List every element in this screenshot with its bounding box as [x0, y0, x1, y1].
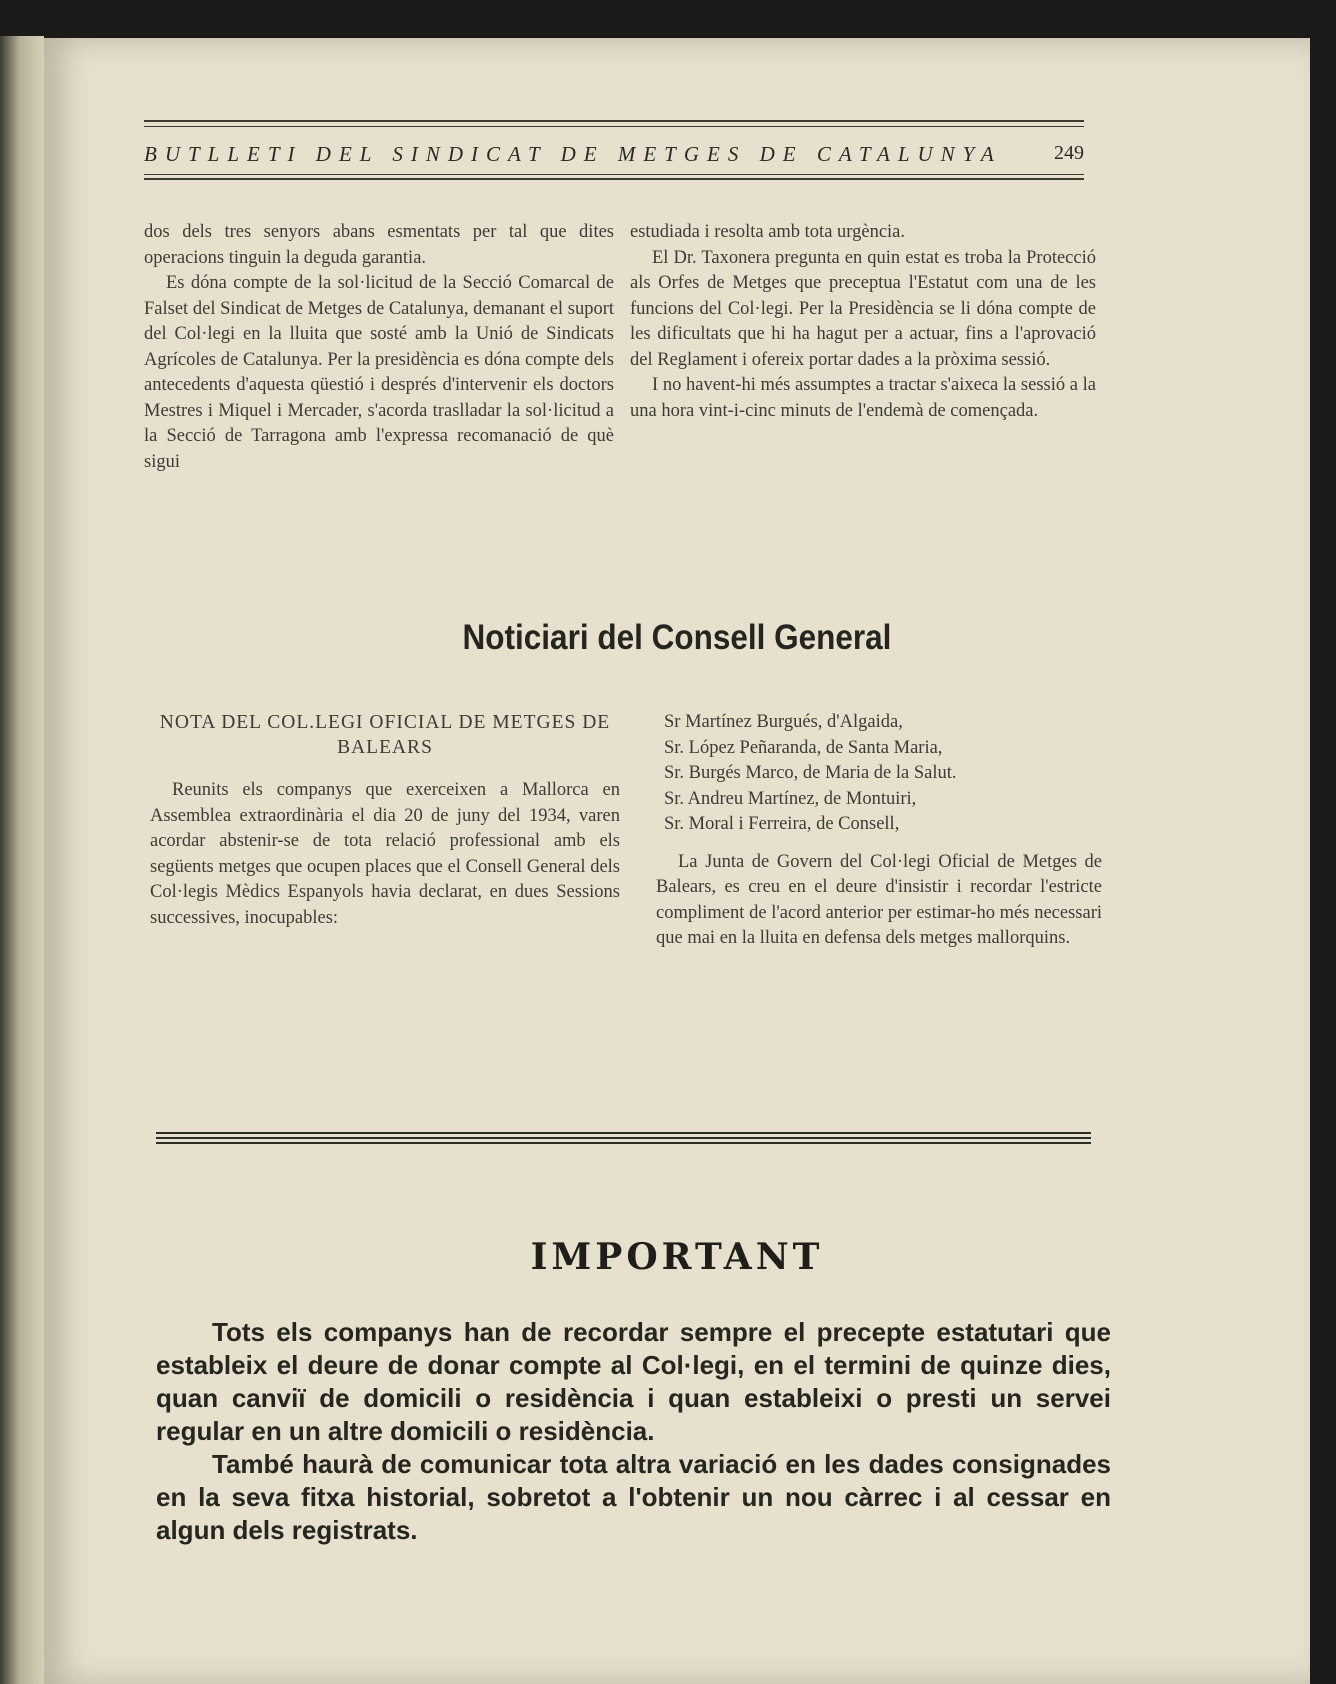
header-rule-top-thin	[144, 126, 1084, 127]
paragraph: El Dr. Taxonera pregunta en quin estat es troba la Protecció als Orfes de Metges que preceptua l'Estatut com una de les funcions del Col·legi. Per la Presidència se li dóna compte de les dificultats que hi ha hagut per a actuar, fins a l'aprovació del Reglament i ofereix portar dades a la pròxima sessió.	[630, 247, 1096, 370]
page-number: 249	[1054, 142, 1084, 164]
section-title: Noticiari del Consell General	[462, 618, 892, 657]
paragraph: Reunits els companys que exerceixen a Mallorca en Assemblea extraordinària el dia 20 de juny del 1934, varen acordar abstenir-se de tota relació professional amb els següents metges que ocupen places que el Consell General dels Col·legis Mèdics Espanyols havia declarat, en dues Sessions successives, inocupables:	[150, 780, 620, 928]
paragraph: I no havent-hi més assumptes a tractar s'aixeca la sessió a la una hora vint-i-cinc minuts de l'endemà de començada.	[630, 375, 1096, 421]
paragraph: estudiada i resolta amb tota urgència.	[630, 222, 906, 242]
header-rule-bottom-thin	[144, 174, 1084, 175]
list-item: Sr. Moral i Ferreira, de Consell,	[664, 814, 900, 834]
section-divider	[156, 1132, 1091, 1147]
book-spine-shadow	[0, 36, 44, 1684]
list-item: Sr. López Peñaranda, de Santa Maria,	[664, 737, 943, 758]
paragraph: També haurà de comunicar tota altra variació en les dades consignades en la seva fitxa historial, sobretot a l'obtenir un nou càrrec i al cessar en algun dels registrats.	[156, 1449, 1111, 1545]
document-page	[44, 38, 1310, 1684]
paragraph: Es dóna compte de la sol·licitud de la Secció Comarcal de Falset del Sindicat de Metges de Catalunya, demanant el suport del Col·legi en la lluita que sosté amb la Unió de Sindicats Agrícoles de Catalunya. Per la presidència es dóna compte dels antecedents d'aquesta qüestió i després d'intervenir els doctors Mestres i Miquel i Mercader, s'acorda traslladar la sol·licitud a la Secció de Tarragona amb l'expressa recomanació de què sigui	[144, 273, 614, 472]
running-header	[144, 142, 1084, 170]
list-item: Sr. Andreu Martínez, de Montuiri,	[664, 788, 917, 809]
list-item: Sr Martínez Burgués, d'Algaida,	[664, 712, 903, 732]
header-rule-top	[144, 120, 1084, 122]
important-heading: IMPORTANT	[530, 1236, 824, 1278]
paragraph: dos dels tres senyors abans esmentats per tal que dites operacions tinguin la deguda garantia.	[144, 222, 614, 268]
top-right-column	[630, 220, 1096, 424]
top-left-column	[144, 220, 614, 475]
header-rule-bottom	[144, 178, 1084, 180]
important-notice	[156, 1316, 1111, 1547]
names-list	[656, 710, 1102, 838]
note-title: NOTA DEL COL.LEGI OFICIAL DE METGES DE BALEARS	[159, 712, 611, 758]
running-title: BUTLLETI DEL SINDICAT DE METGES DE CATALUNYA	[144, 142, 1002, 166]
paragraph: La Junta de Govern del Col·legi Oficial de Metges de Balears, es creu en el deure d'insistir i recordar l'estricte compliment de l'acord anterior per estimar-ho més necessari que mai en la lluita en defensa dels metges mallorquins.	[656, 851, 1102, 948]
list-item: Sr. Burgés Marco, de Maria de la Salut.	[664, 763, 957, 783]
note-left-column	[150, 710, 620, 931]
paragraph: Tots els companys han de recordar sempre el precepte estatutari que estableix el deure de donar compte al Col·legi, en el termini de quinze dies, quan canviï de domicili o residència i quan estableixi o presti un servei regular en un altre domicili o residència.	[156, 1317, 1111, 1446]
note-right-column	[656, 710, 1102, 952]
